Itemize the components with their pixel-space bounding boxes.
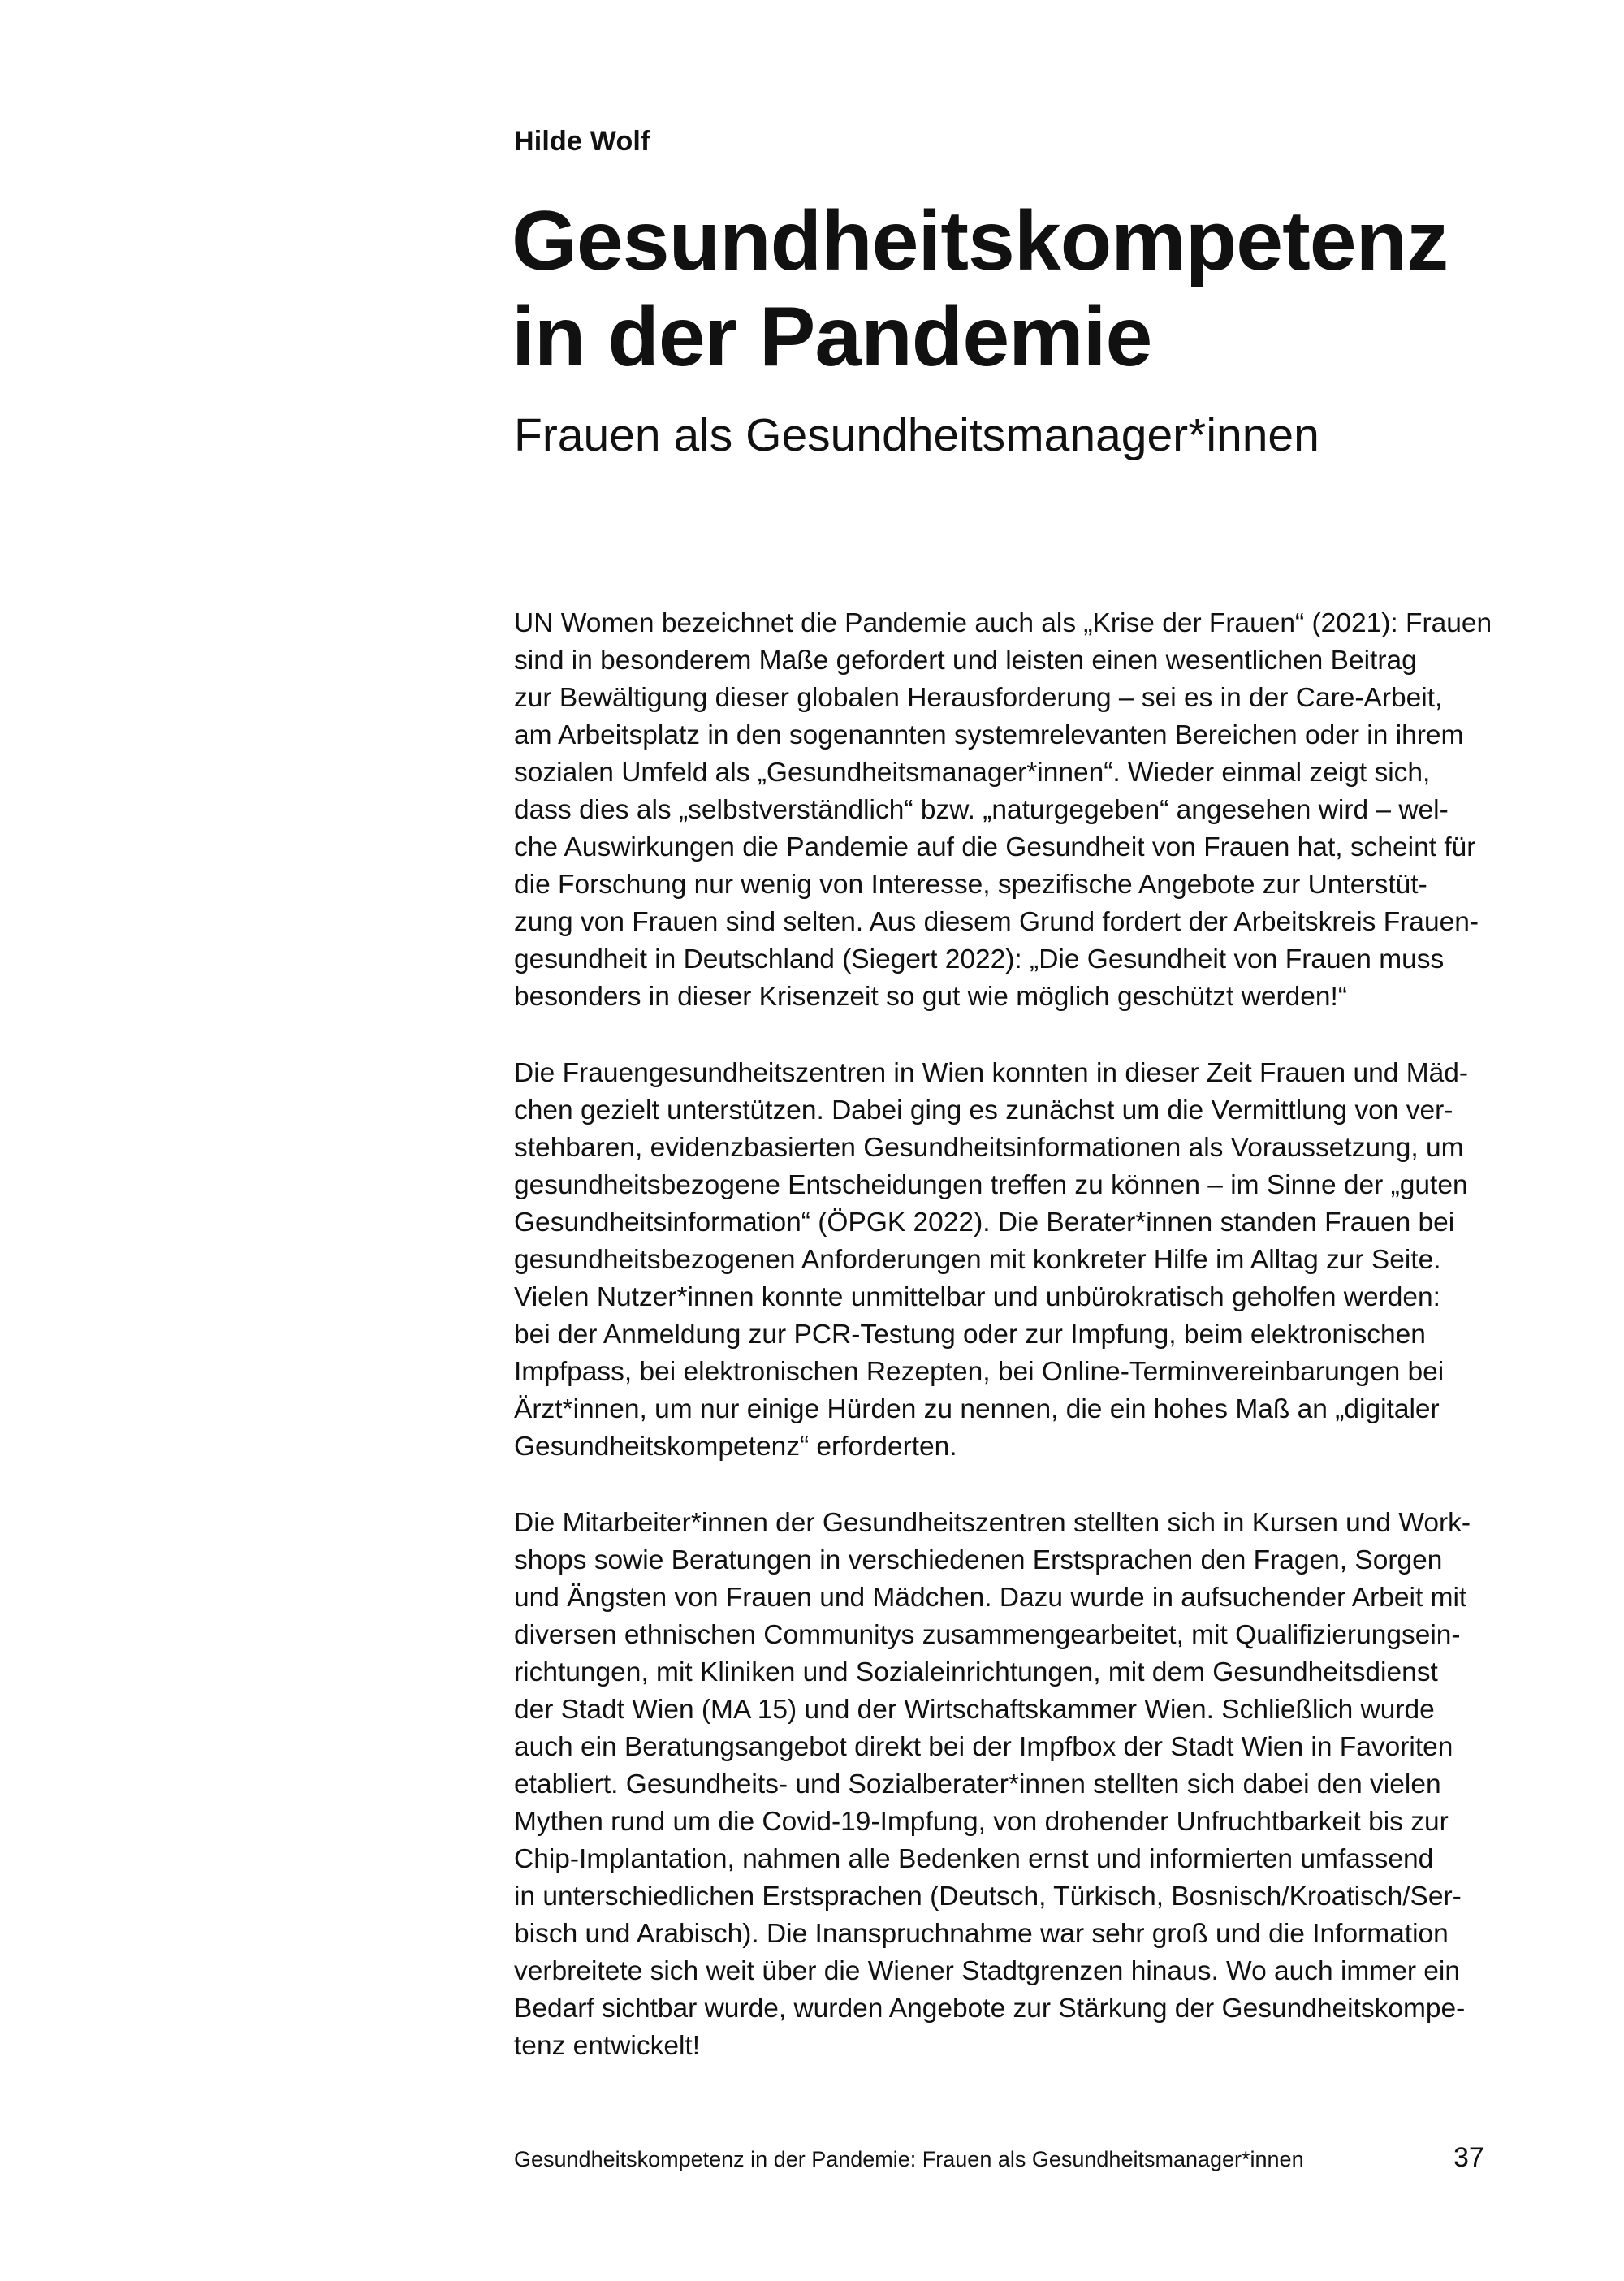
title-line: in der Pandemie bbox=[512, 290, 1152, 384]
text-line: UN Women bezeichnet die Pandemie auch als „Krise der Frauen“ (2021): Frauen bbox=[514, 608, 1492, 638]
text-line: in unterschiedlichen Erstsprachen (Deutsch, Türkisch, Bosnisch/Kroatisch/Ser- bbox=[514, 1881, 1462, 1912]
text-line: sozialen Umfeld als „Gesundheitsmanager*innen“. Wieder einmal zeigt sich, bbox=[514, 758, 1431, 788]
text-line: tenz entwickelt! bbox=[514, 2031, 701, 2061]
text-line: Ärzt*innen, um nur einige Hürden zu nennen, die ein hohes Maß an „digitaler bbox=[514, 1394, 1440, 1424]
text-line: sind in besonderem Maße gefordert und leisten einen wesentlichen Beitrag bbox=[514, 646, 1417, 676]
text-line: auch ein Beratungsangebot direkt bei der Impfbox der Stadt Wien in Favoriten bbox=[514, 1732, 1453, 1762]
text-line: gesundheitsbezogenen Anforderungen mit konkreter Hilfe im Alltag zur Seite. bbox=[514, 1245, 1441, 1275]
text-line: Gesundheitsinformation“ (ÖPGK 2022). Die Berater*innen standen Frauen bei bbox=[514, 1207, 1455, 1238]
text-line: diversen ethnischen Communitys zusammengearbeitet, mit Qualifizierungsein- bbox=[514, 1620, 1461, 1650]
text-line: chen gezielt unterstützen. Dabei ging es zunächst um die Vermittlung von ver- bbox=[514, 1095, 1453, 1125]
text-line: und Ängsten von Frauen und Mädchen. Dazu wurde in aufsuchender Arbeit mit bbox=[514, 1583, 1467, 1613]
text-line: am Arbeitsplatz in den sogenannten systemrelevanten Bereichen oder in ihrem bbox=[514, 720, 1464, 750]
text-line: Mythen rund um die Covid-19-Impfung, von drohender Unfruchtbarkeit bis zur bbox=[514, 1807, 1449, 1837]
text-line: Impfpass, bei elektronischen Rezepten, bei Online-Terminvereinbarungen bei bbox=[514, 1357, 1445, 1387]
text-line: bisch und Arabisch). Die Inanspruchnahme war sehr groß und die Information bbox=[514, 1919, 1449, 1949]
page-number: 37 bbox=[1453, 2142, 1484, 2173]
text-line: bei der Anmeldung zur PCR-Testung oder zur Impfung, beim elektronischen bbox=[514, 1320, 1426, 1350]
paragraph-3 bbox=[514, 1505, 1497, 2065]
text-line: shops sowie Beratungen in verschiedenen Erstsprachen den Fragen, Sorgen bbox=[514, 1545, 1443, 1575]
text-line: Gesundheitskompetenz“ erforderten. bbox=[514, 1432, 957, 1462]
text-line: Chip-Implantation, nahmen alle Bedenken ernst und informierten umfassend bbox=[514, 1844, 1434, 1874]
text-line: zur Bewältigung dieser globalen Herausforderung – sei es in der Care-Arbeit, bbox=[514, 683, 1443, 713]
text-line: Bedarf sichtbar wurde, wurden Angebote zur Stärkung der Gesundheitskompe- bbox=[514, 1994, 1466, 2024]
page-subtitle: Frauen als Gesundheitsmanager*innen bbox=[514, 409, 1320, 461]
title-line: Gesundheitskompetenz bbox=[512, 194, 1449, 288]
text-line: zung von Frauen sind selten. Aus diesem Grund fordert der Arbeitskreis Frauen- bbox=[514, 907, 1479, 937]
text-line: gesundheit in Deutschland (Siegert 2022): „Die Gesundheit von Frauen muss bbox=[514, 944, 1445, 974]
author-name: Hilde Wolf bbox=[514, 126, 650, 157]
text-line: Die Frauengesundheitszentren in Wien konnten in dieser Zeit Frauen und Mäd- bbox=[514, 1058, 1469, 1088]
text-line: verbreitete sich weit über die Wiener Stadtgrenzen hinaus. Wo auch immer ein bbox=[514, 1956, 1461, 1986]
text-line: besonders in dieser Krisenzeit so gut wie möglich geschützt werden!“ bbox=[514, 982, 1347, 1012]
running-footer-title: Gesundheitskompetenz in der Pandemie: Frauen als Gesundheitsmanager*innen bbox=[514, 2147, 1304, 2171]
text-line: Vielen Nutzer*innen konnte unmittelbar und unbürokratisch geholfen werden: bbox=[514, 1282, 1440, 1312]
text-line: der Stadt Wien (MA 15) und der Wirtschaftskammer Wien. Schließlich wurde bbox=[514, 1695, 1435, 1725]
article-body bbox=[514, 605, 1497, 2104]
text-line: die Forschung nur wenig von Interesse, spezifische Angebote zur Unterstüt- bbox=[514, 870, 1427, 900]
paragraph-2 bbox=[514, 1055, 1497, 1466]
text-line: stehbaren, evidenzbasierten Gesundheitsinformationen als Voraussetzung, um bbox=[514, 1133, 1464, 1163]
text-line: gesundheitsbezogene Entscheidungen treffen zu können – im Sinne der „guten bbox=[514, 1170, 1468, 1200]
text-line: dass dies als „selbstverständlich“ bzw. „naturgegeben“ angesehen wird – wel- bbox=[514, 795, 1449, 825]
text-line: etabliert. Gesundheits- und Sozialberater*innen stellten sich dabei den vielen bbox=[514, 1769, 1441, 1799]
text-line: che Auswirkungen die Pandemie auf die Gesundheit von Frauen hat, scheint für bbox=[514, 832, 1476, 862]
text-line: Die Mitarbeiter*innen der Gesundheitszentren stellten sich in Kursen und Work- bbox=[514, 1508, 1471, 1538]
page-title bbox=[512, 193, 1600, 385]
text-line: richtungen, mit Kliniken und Sozialeinrichtungen, mit dem Gesundheitsdienst bbox=[514, 1657, 1438, 1687]
paragraph-1 bbox=[514, 605, 1497, 1016]
